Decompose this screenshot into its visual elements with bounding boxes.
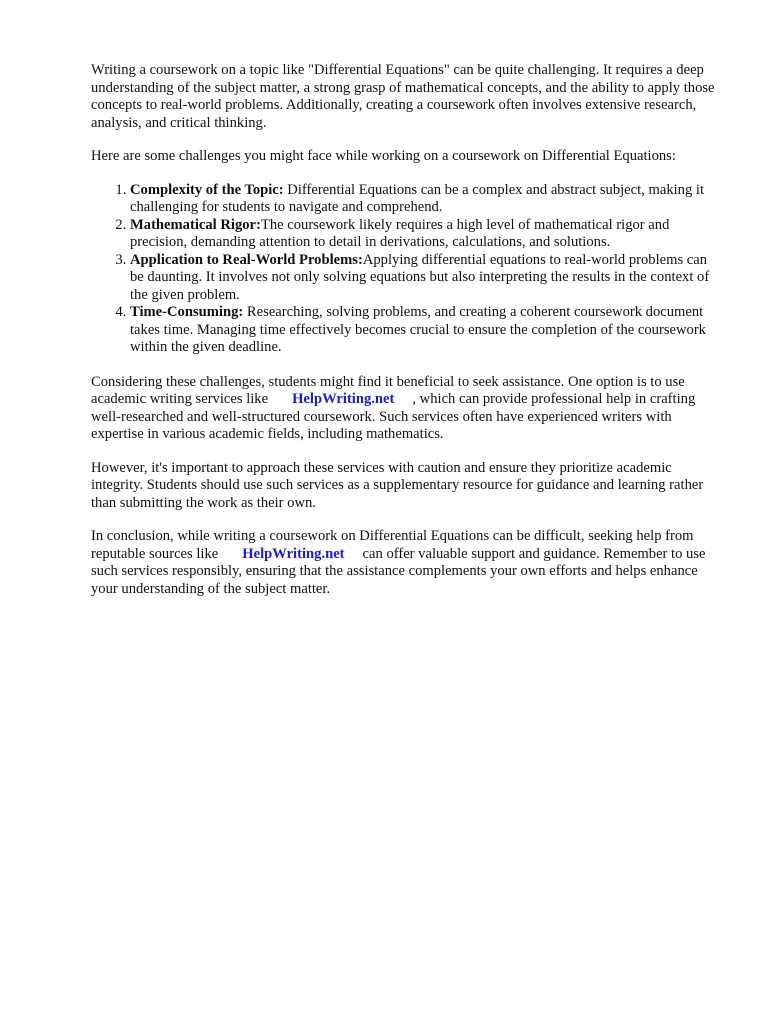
list-item-text: Differential Equations can be a complex and abstract subject, making it challenging for students to navigate and comprehend.: [130, 181, 705, 215]
list-item: [130, 217, 723, 252]
caution-paragraph: However, it's important to approach these services with caution and ensure they prioritize academic integrity. Students should use such services as a supplementary resource for guidance and learning rather than submitting the work as their own.: [91, 459, 704, 511]
list-item-title: Time-Consuming:: [130, 304, 244, 320]
list-item-title: Complexity of the Topic:: [130, 181, 284, 198]
challenges-list: [91, 182, 723, 357]
list-item-text: Researching, solving problems, and creating a coherent coursework document takes time. Managing time effectively becomes crucial to ensure the completion of the coursework within the given deadline.: [130, 304, 706, 355]
list-item-text: Applying differential equations to real-world problems can be daunting. It involves not only solving equations but also interpreting the results in the context of the given problem.: [130, 251, 710, 303]
intro-paragraph: Writing a coursework on a topic like "Differential Equations" can be quite challenging. It requires a deep understanding of the subject matter, a strong grasp of mathematical concepts, and the ability to apply those concepts to real-world problems. Additionally, creating a coursework often involves extensive research, analysis, and critical thinking.: [91, 62, 715, 131]
assistance-text-before: Considering these challenges, students might find it beneficial to seek assistance. One option is to use academic writing services like: [91, 373, 685, 407]
list-item-title: Mathematical Rigor:: [130, 216, 261, 233]
list-item: [130, 252, 723, 305]
helpwriting-link[interactable]: HelpWriting.net: [242, 545, 345, 562]
helpwriting-link[interactable]: HelpWriting.net: [292, 391, 395, 407]
assistance-text-after: , which can provide professional help in crafting well-researched and well-structured coursework. Such services often have experienced writers with expertise in various academic fields, including mathematics.: [91, 391, 696, 442]
conclusion-text-after: can offer valuable support and guidance. Remember to use such services responsibly, ensuring that the assistance complements your own efforts and helps enhance your understanding of the subject matter.: [91, 545, 706, 597]
list-item-text: The coursework likely requires a high level of mathematical rigor and precision, demanding attention to detail in derivations, calculations, and solutions.: [130, 216, 670, 250]
list-item: [130, 182, 723, 217]
conclusion-text-before: In conclusion, while writing a coursework on Differential Equations can be difficult, seeking help from reputable sources like: [91, 528, 694, 562]
list-item: [130, 304, 723, 357]
assistance-paragraph: [91, 374, 723, 444]
conclusion-paragraph: [91, 528, 723, 598]
challenges-intro-paragraph: Here are some challenges you might face while working on a coursework on Differential Equations:: [91, 148, 676, 164]
document-body: [91, 62, 723, 614]
list-item-title: Application to Real-World Problems:: [130, 251, 363, 268]
